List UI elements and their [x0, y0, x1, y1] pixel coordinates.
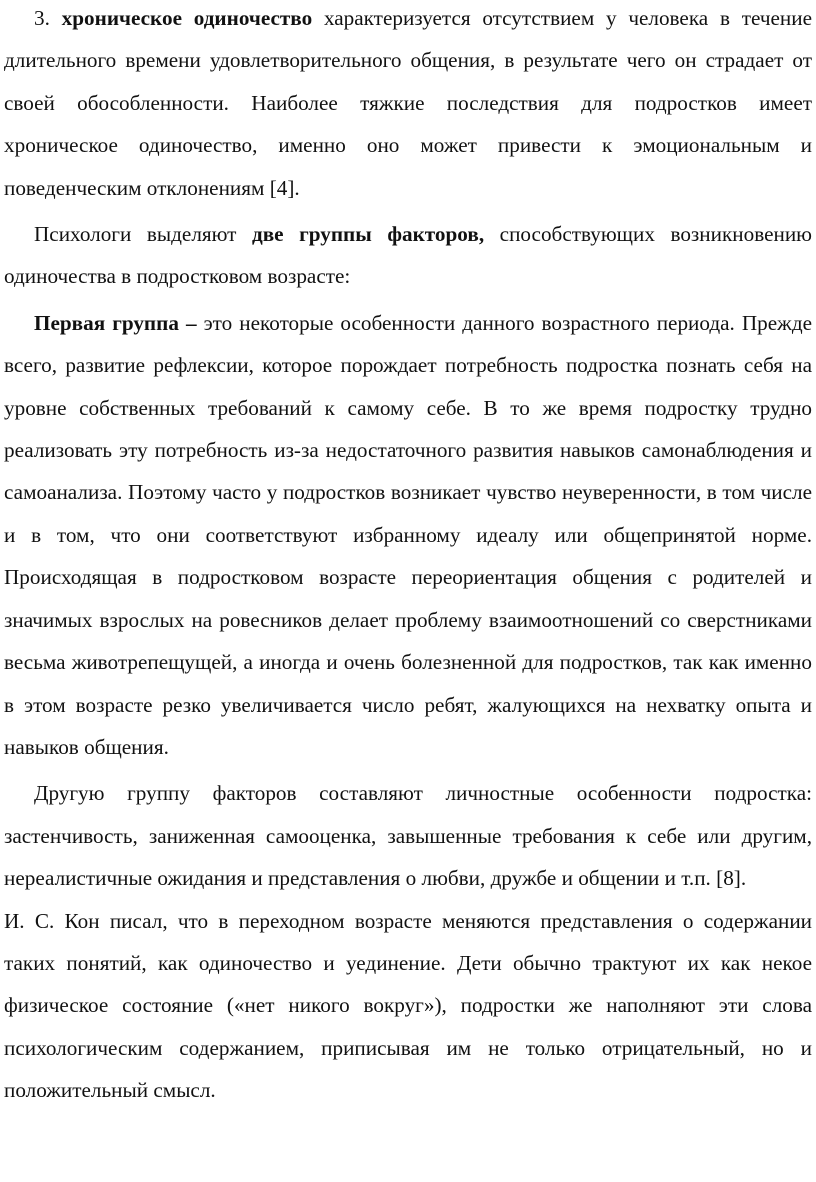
paragraph-text: Другую группу факторов составляют личностные особенности подростка: застенчивость, заниженная самооценка, завышенные требования к себе или другим, нереалистичные ожидания и представления о любви, дружбе и общении и т.п. [8].	[4, 781, 812, 891]
paragraph-lead: Психологи выделяют	[34, 222, 252, 247]
paragraph-text: характеризуется отсутствием у человека в течение длительного времени удовлетворительного общения, в результате чего он страдает от своей обособленности. Наиболее тяжкие последствия для подростков имеет хроническое одиночество, именно оно может привести к эмоциональным и поведенческим отклонениям [4].	[4, 6, 812, 200]
document-page	[4, 0, 812, 1112]
paragraph-second-group	[4, 772, 812, 899]
paragraph-text: И. С. Кон писал, что в переходном возрасте меняются представления о содержании таких понятий, как одиночество и уединение. Дети обычно трактуют их как некое физическое состояние («нет никого вокруг»), подростки же наполняют эти слова психологическим содержанием, приписывая им не только отрицательный, но и положительный смысл.	[4, 908, 812, 1103]
term-first-group: Первая группа –	[34, 310, 197, 335]
paragraph-two-groups	[4, 213, 812, 298]
term-two-groups: две группы факторов,	[252, 222, 485, 247]
paragraph-first-group	[4, 302, 812, 768]
paragraph-kon	[4, 900, 812, 1112]
paragraph-chronic-loneliness	[4, 0, 812, 209]
paragraph-lead: 3.	[34, 6, 62, 30]
term-chronic-loneliness: хроническое одиночество	[61, 6, 313, 30]
paragraph-text: это некоторые особенности данного возрастного периода. Прежде всего, развитие рефлексии, которое порождает потребность подростка познать себя на уровне собственных требований к самому себе. В то же время подростку трудно реализовать эту потребность из-за недостаточного развития навыков самонаблюдения и самоанализа. Поэтому часто у подростков возникает чувство неуверенности, в том числе и в том, что они соответствуют избранному идеалу или общепринятой норме. Происходящая в подростковом возрасте переориентация общения с родителей и значимых взрослых на ровесников делает проблему взаимоотношений со сверстниками весьма животрепещущей, а иногда и очень болезненной для подростков, так как именно в этом возрасте резко увеличивается число ребят, жалующихся на нехватку опыта и навыков общения.	[4, 310, 812, 759]
paragraph-text: способствующих возникновению одиночества в подростковом возрасте:	[4, 222, 812, 289]
